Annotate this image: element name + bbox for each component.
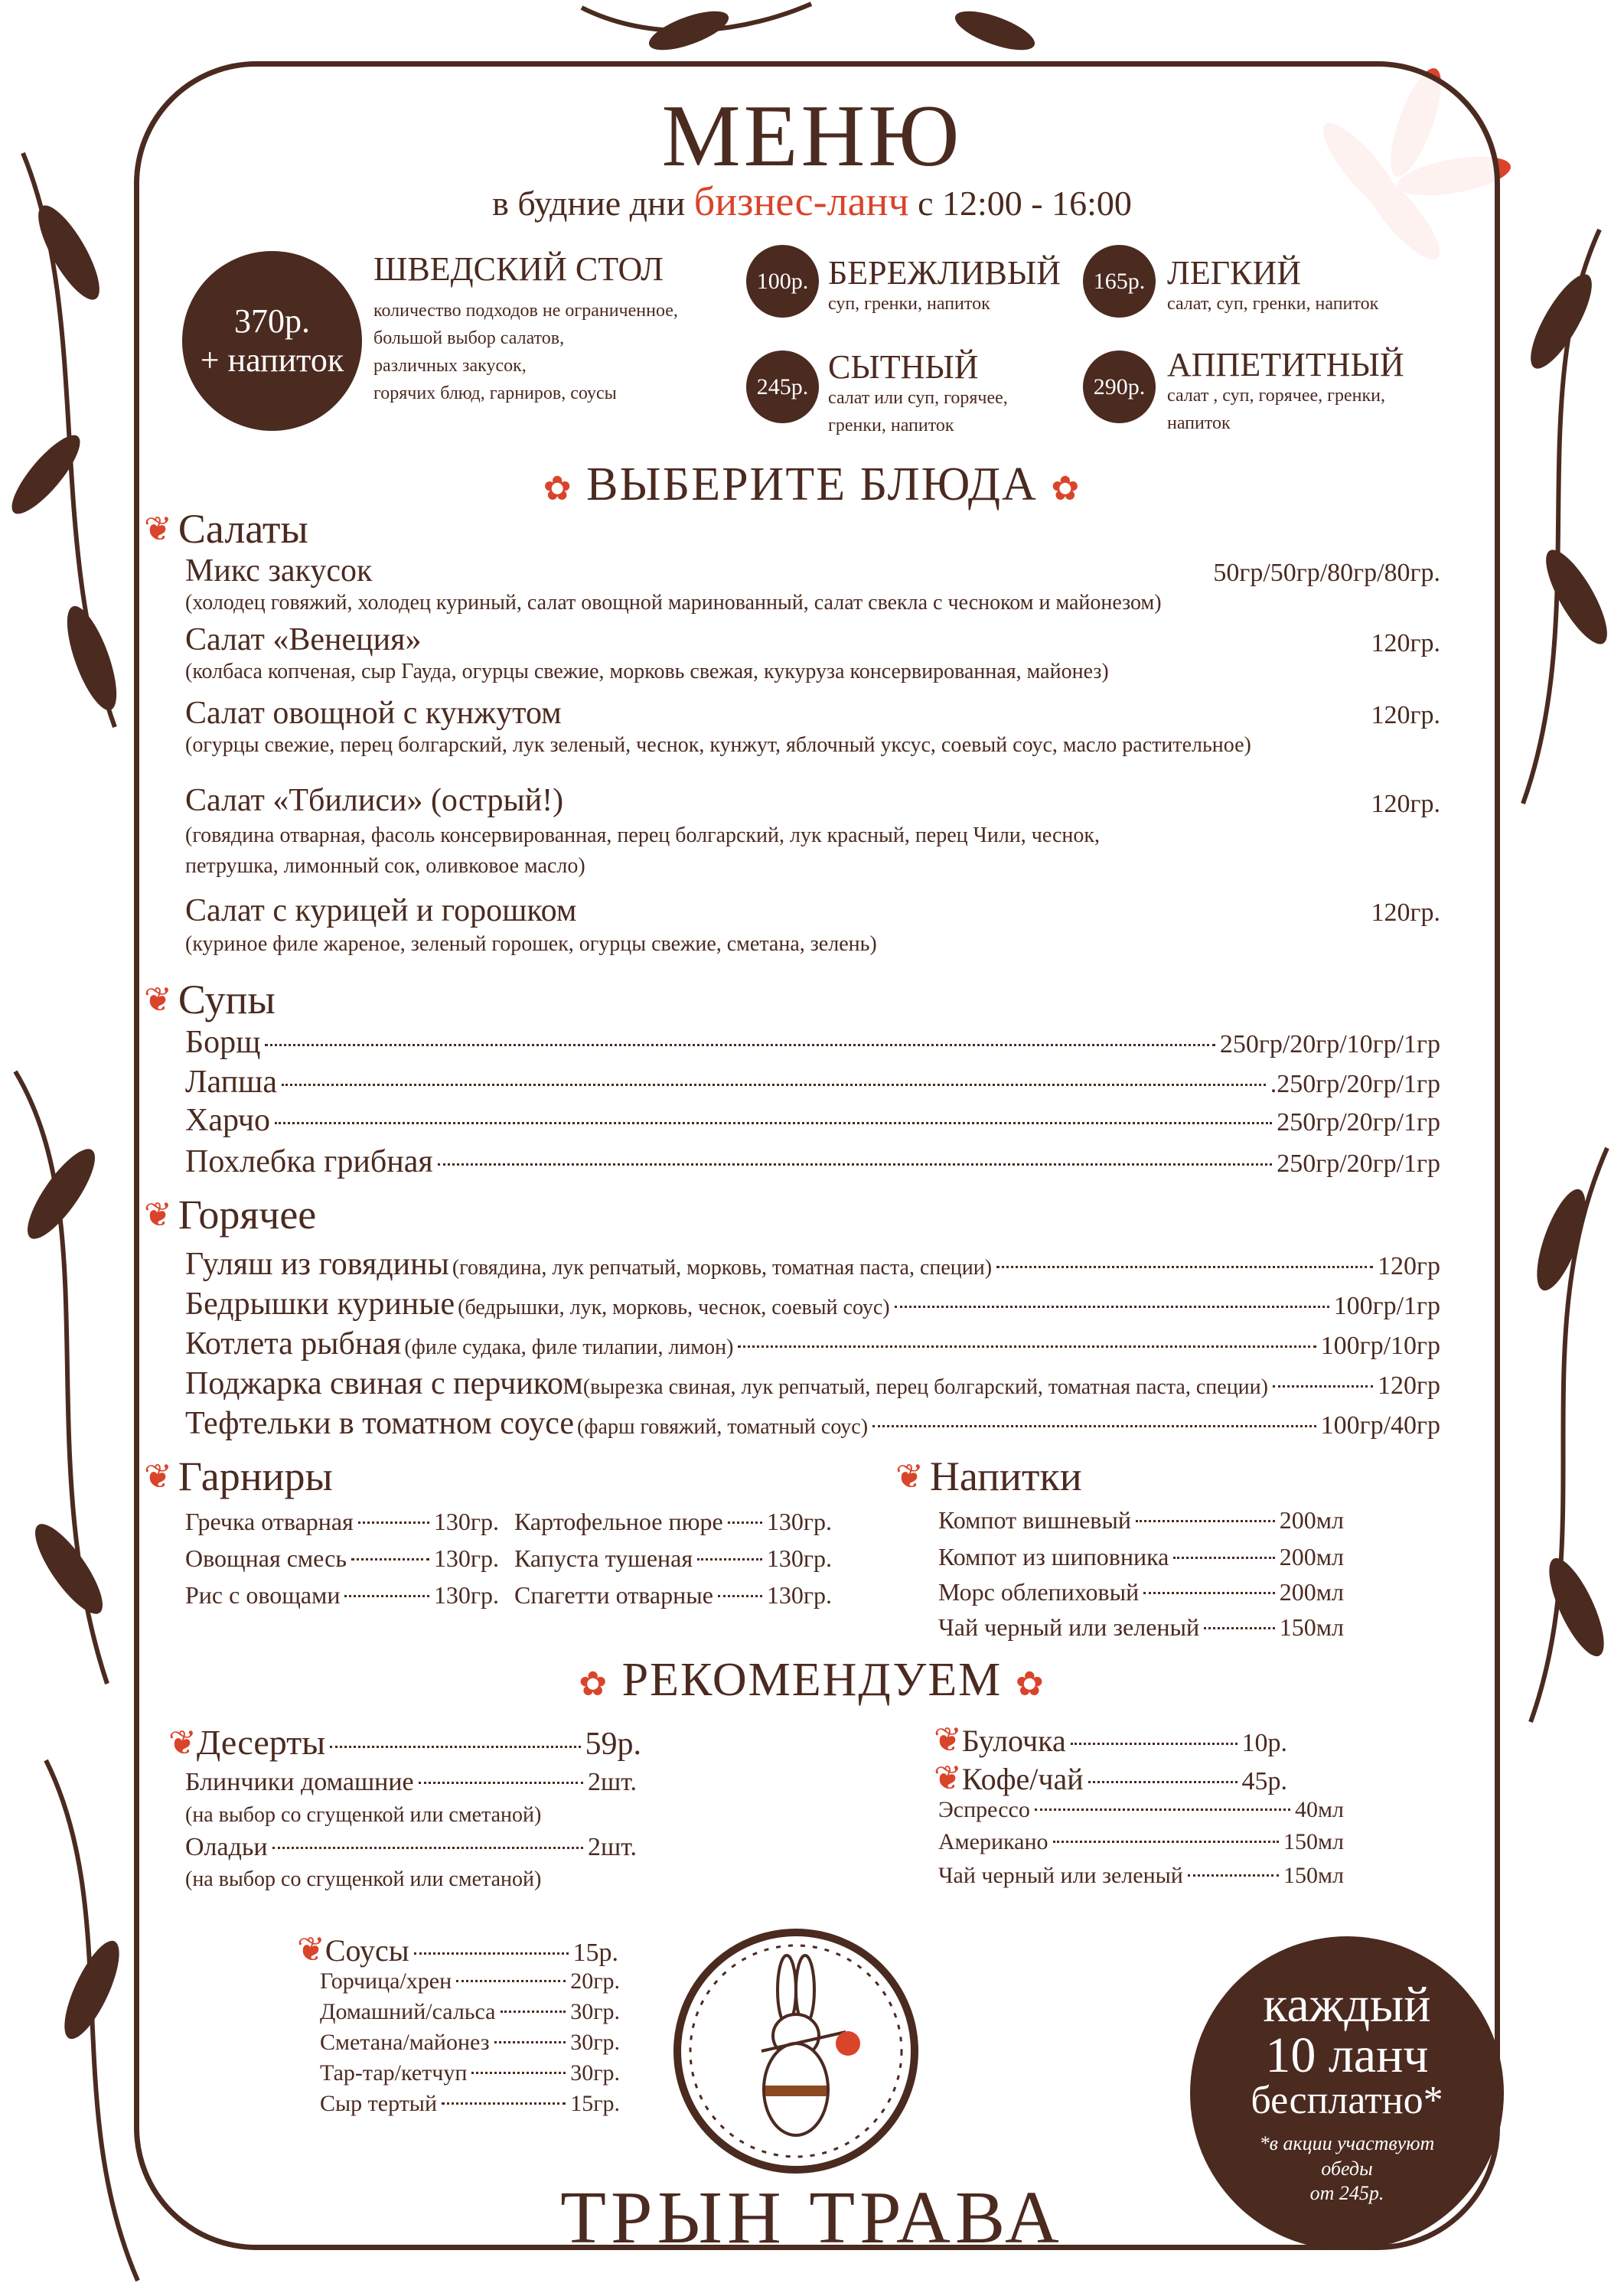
combo-price-badge: 245р. — [746, 351, 819, 423]
salad-desc: петрушка, лимонный сок, оливковое масло) — [185, 854, 585, 878]
rabbit-logo — [673, 1929, 918, 2174]
hot-row: Котлета рыбная (филе судака, филе тилапии, лимон) 100гр/10гр — [185, 1326, 1440, 1362]
combo-price-badge: 165р. — [1083, 245, 1156, 318]
hot-row: Бедрышки куриные (бедрышки, лук, морковь, чеснок, соевый соус) 100гр/1гр — [185, 1287, 1440, 1322]
soup-row: Харчо 250гр/20гр/1гр — [185, 1103, 1440, 1138]
promo-badge: каждый 10 ланч бесплатно* *в акции участвуют обеды от 245р. — [1190, 1936, 1504, 2250]
salad-name: Салат с курицей и горошком — [185, 893, 577, 928]
dot-leader — [438, 1163, 1273, 1166]
side-row: Картофельное пюре 130гр. — [514, 1508, 832, 1535]
dot-leader — [272, 1847, 583, 1849]
dot-leader — [718, 1595, 762, 1597]
leaf-icon: ❦ — [144, 1195, 172, 1234]
combo-price-badge: 100р. — [746, 245, 819, 318]
dot-leader — [344, 1595, 429, 1597]
hot-row: Гуляш из говядины (говядина, лук репчатый, морковь, томатная паста, специи) 120гр — [185, 1247, 1440, 1282]
buffet-price-badge: 370р. + напиток — [182, 251, 362, 431]
sauce-row: Горчица/хрен 20гр. — [320, 1968, 620, 1994]
flower-icon: ✿ — [1051, 470, 1081, 507]
dot-leader — [1071, 1743, 1238, 1745]
salad-name: Микс закусок — [185, 553, 373, 589]
side-row: Спагетти отварные 130гр. — [514, 1581, 832, 1609]
leaf-icon: ❦ — [934, 1721, 962, 1759]
side-row: Гречка отварная 130гр. — [185, 1508, 499, 1535]
salad-price: 120гр. — [1371, 790, 1440, 818]
coffee-row: Чай черный или зеленый 150мл — [938, 1863, 1344, 1888]
buffet-combo: ШВЕДСКИЙ СТОЛ количество подходов не ограниченное, большой выбор салатов, различных закусок, горячих блюд, гарниров, соусы — [373, 250, 678, 403]
combo-item: ЛЕГКИЙ салат, суп, гренки, напиток — [1167, 254, 1379, 314]
restaurant-brand: ТРЫН ТРАВА — [560, 2177, 1064, 2259]
salad-price: 120гр. — [1371, 701, 1440, 729]
salad-desc: (говядина отварная, фасоль консервированная, перец болгарский, лук красный, перец Чили, чеснок, — [185, 823, 1101, 847]
combo-item: СЫТНЫЙ салат или суп, горячее, гренки, напиток — [828, 348, 1008, 435]
leaf-icon: ❦ — [895, 1457, 924, 1495]
dot-leader — [471, 2072, 566, 2074]
combo-price-badge: 290р. — [1083, 351, 1156, 423]
sauce-row: Тар-тар/кетчуп 30гр. — [320, 2060, 620, 2086]
hot-row: Тефтельки в томатном соусе (фарш говяжий, томатный соус) 100гр/40гр — [185, 1406, 1440, 1441]
dot-leader — [1188, 1874, 1279, 1877]
dot-leader — [697, 1558, 762, 1561]
dot-leader — [1143, 1592, 1275, 1594]
dot-leader — [1173, 1557, 1274, 1559]
leaf-icon: ❦ — [168, 1724, 197, 1762]
dot-leader — [501, 2011, 566, 2013]
drink-row: Компот из шиповника 200мл — [938, 1543, 1344, 1570]
coffee-row: Эспрессо 40мл — [938, 1797, 1344, 1822]
salad-name: Салат «Тбилиси» (острый!) — [185, 783, 564, 818]
salad-price: 120гр. — [1371, 629, 1440, 657]
flower-icon: ✿ — [1015, 1665, 1045, 1703]
leaf-icon: ❦ — [144, 1457, 172, 1495]
sauce-row: Сыр тертый 15гр. — [320, 2091, 620, 2116]
dot-leader — [330, 1746, 580, 1748]
combo-item: АППЕТИТНЫЙ салат , суп, горячее, гренки, напиток — [1167, 346, 1404, 433]
side-row: Капуста тушеная 130гр. — [514, 1544, 832, 1572]
rabbit-icon — [681, 1936, 911, 2166]
section-drinks-title: ❦ Напитки — [895, 1453, 1082, 1499]
section-hot-title: ❦ Горячее — [144, 1192, 317, 1238]
combo-item: БЕРЕЖЛИВЫЙ суп, гренки, напиток — [828, 254, 1061, 314]
dot-leader — [275, 1122, 1272, 1124]
sauce-row: Сметана/майонез 30гр. — [320, 2030, 620, 2055]
coffee-header: ❦ Кофе/чай 45р. — [934, 1760, 1287, 1797]
side-row: Рис с овощами 130гр. — [185, 1581, 499, 1609]
dot-leader — [895, 1306, 1329, 1308]
salad-name: Салат овощной с кунжутом — [185, 696, 562, 731]
dot-leader — [351, 1558, 429, 1561]
dot-leader — [728, 1521, 762, 1524]
sauces-header: ❦ Соусы 15р. — [297, 1931, 618, 1968]
dessert-row: Оладьи 2шт. — [185, 1833, 637, 1861]
dot-leader — [282, 1084, 1266, 1086]
dot-leader — [456, 1980, 566, 1982]
dot-leader — [1273, 1385, 1373, 1388]
dessert-desc: (на выбор со сгущенкой или сметаной) — [185, 1803, 542, 1827]
section-salads-title: ❦ Салаты — [144, 506, 308, 552]
dot-leader — [358, 1521, 429, 1524]
dot-leader — [265, 1044, 1215, 1046]
flower-icon: ✿ — [543, 470, 573, 507]
leaf-icon: ❦ — [297, 1931, 325, 1968]
dot-leader — [1035, 1808, 1290, 1811]
dot-leader — [1053, 1841, 1280, 1843]
section-sides-title: ❦ Гарниры — [144, 1453, 333, 1499]
sauce-row: Домашний/сальса 30гр. — [320, 1999, 620, 2024]
side-row: Овощная смесь 130гр. — [185, 1544, 499, 1572]
coffee-row: Американо 150мл — [938, 1829, 1344, 1854]
salad-name: Салат «Венеция» — [185, 622, 422, 657]
leaf-icon: ❦ — [144, 980, 172, 1019]
dot-leader — [1204, 1627, 1275, 1629]
choose-dishes-banner: ✿ ВЫБЕРИТЕ БЛЮДА ✿ — [543, 458, 1081, 510]
salad-desc: (колбаса копченая, сыр Гауда, огурцы свежие, морковь свежая, кукуруза консервированная, майонез) — [185, 660, 1109, 683]
salad-desc: (куриное филе жареное, зеленый горошек, огурцы свежие, сметана, зелень) — [185, 932, 877, 956]
salad-price: 50гр/50гр/80гр/80гр. — [1213, 559, 1440, 587]
dot-leader — [494, 2041, 566, 2043]
dessert-row: Блинчики домашние 2шт. — [185, 1768, 637, 1796]
soup-row: Борщ 250гр/20гр/10гр/1гр — [185, 1025, 1440, 1060]
salad-desc: (огурцы свежие, перец болгарский, лук зеленый, чеснок, кунжут, яблочный уксус, соевый соус, масло растительное) — [185, 733, 1251, 757]
dot-leader — [1136, 1520, 1275, 1522]
business-lunch-hours: в будние дни бизнес-ланч с 12:00 - 16:00 — [492, 178, 1132, 224]
drink-row: Чай черный или зеленый 150мл — [938, 1613, 1344, 1641]
soup-row: Лапша .250гр/20гр/1гр — [185, 1065, 1440, 1100]
leaf-icon: ❦ — [934, 1760, 962, 1797]
section-soups-title: ❦ Супы — [144, 977, 276, 1022]
recommend-banner: ✿ РЕКОМЕНДУЕМ ✿ — [579, 1654, 1045, 1706]
page-title: МЕНЮ — [661, 87, 963, 185]
leaf-icon: ❦ — [144, 510, 172, 548]
dot-leader — [1088, 1781, 1238, 1783]
soup-row: Похлебка грибная 250гр/20гр/1гр — [185, 1144, 1440, 1179]
dot-leader — [414, 1952, 569, 1955]
dot-leader — [738, 1345, 1316, 1348]
dot-leader — [872, 1425, 1316, 1427]
drink-row: Компот вишневый 200мл — [938, 1506, 1344, 1534]
bakery-row: ❦ Булочка 10р. — [934, 1721, 1287, 1759]
dot-leader — [419, 1782, 583, 1784]
salad-price: 120гр. — [1371, 899, 1440, 927]
drink-row: Морс облепиховый 200мл — [938, 1578, 1344, 1606]
flower-icon: ✿ — [579, 1665, 609, 1703]
business-lunch-label: бизнес-ланч — [693, 178, 909, 224]
hot-row: Поджарка свиная с перчиком (вырезка свиная, лук репчатый, перец болгарский, томатная паста, специи) 120гр — [185, 1366, 1440, 1401]
dot-leader — [442, 2102, 566, 2105]
dessert-desc: (на выбор со сгущенкой или сметаной) — [185, 1867, 542, 1891]
salad-desc: (холодец говяжий, холодец куриный, салат овощной маринованный, салат свекла с чесноком и майонезом) — [185, 591, 1162, 615]
desserts-header: ❦ Десерты 59р. — [168, 1723, 641, 1762]
dot-leader — [996, 1266, 1373, 1268]
